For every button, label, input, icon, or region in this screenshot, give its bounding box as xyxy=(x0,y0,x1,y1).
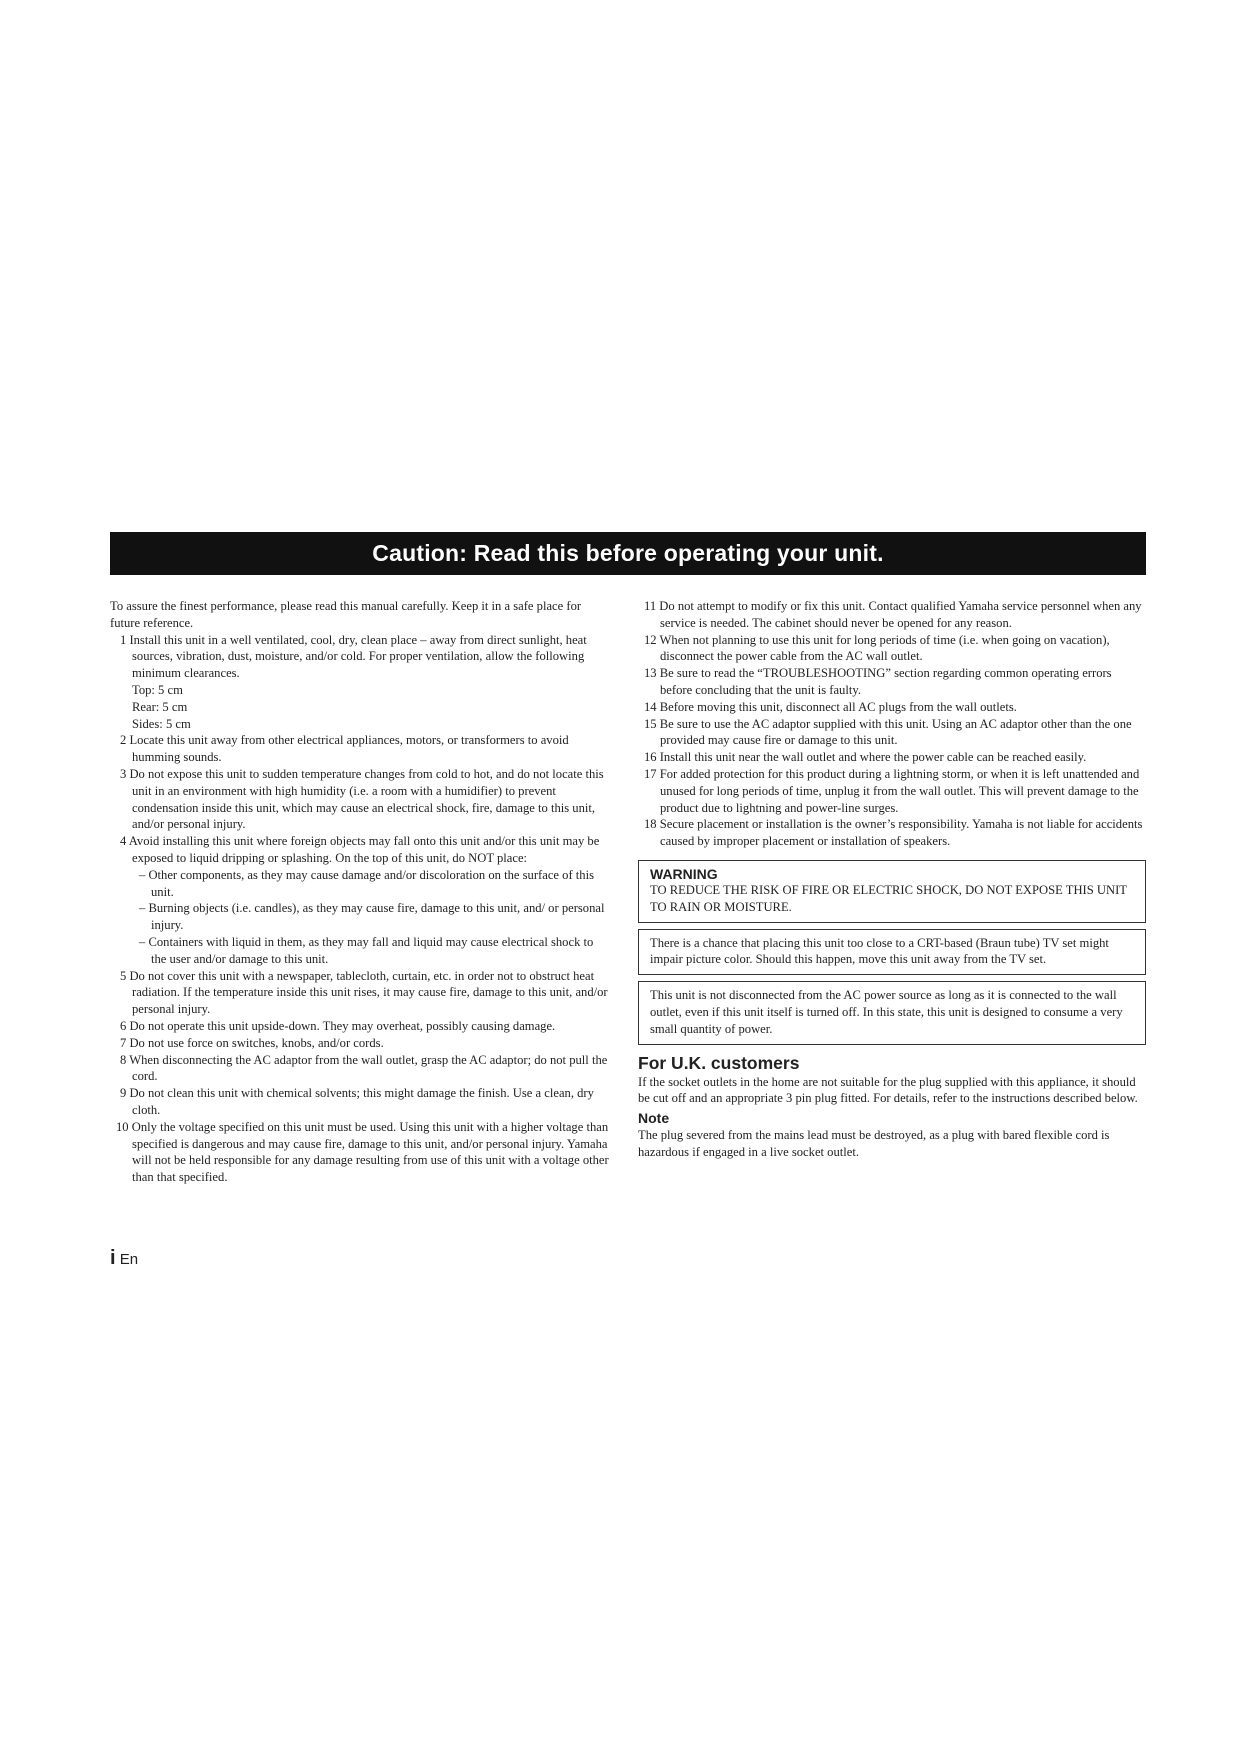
caution-item-4-dash-1: – Other components, as they may cause damage and/or discoloration on the surface of this unit. xyxy=(139,867,594,899)
caution-item-9: 9 Do not clean this unit with chemical solvents; this might damage the finish. Use a clean, dry cloth. xyxy=(120,1086,594,1117)
caution-item-10: 10 Only the voltage specified on this unit must be used. Using this unit with a higher voltage than specified is dangerous and may cause fire, damage to this unit, and/or personal injury. Yamaha will not be held responsible for any damage resulting from use of this unit with a voltage other than that specified. xyxy=(116,1119,609,1185)
caution-banner: Caution: Read this before operating your unit. xyxy=(110,532,1146,575)
crt-notice-box xyxy=(638,929,1146,976)
note-text: The plug severed from the mains lead must be destroyed, as a plug with bared flexible cord is hazardous if engaged in a live socket outlet. xyxy=(638,1128,1110,1159)
warning-title: WARNING xyxy=(650,865,718,882)
right-column xyxy=(638,598,1146,1161)
uk-customers-heading: For U.K. customers xyxy=(638,1052,800,1073)
caution-item-16: 16 Install this unit near the wall outlet and where the power cable can be reached easily. xyxy=(644,750,1087,765)
caution-item-15: 15 Be sure to use the AC adaptor supplied with this unit. Using an AC adaptor other than the one provided may cause fire or damage to this unit. xyxy=(644,716,1132,748)
page-footer xyxy=(110,1247,138,1270)
caution-item-7: 7 Do not use force on switches, knobs, and/or cords. xyxy=(120,1035,384,1050)
uk-customers-text: If the socket outlets in the home are not suitable for the plug supplied with this appliance, it should be cut off and an appropriate 3 pin plug fitted. For details, refer to the instructions described below. xyxy=(638,1074,1138,1106)
caution-item-13: 13 Be sure to read the “TROUBLESHOOTING” section regarding common operating errors before concluding that the unit is faulty. xyxy=(644,666,1112,697)
caution-item-8: 8 When disconnecting the AC adaptor from the wall outlet, grasp the AC adaptor; do not pull the cord. xyxy=(120,1052,608,1084)
power-notice-box xyxy=(638,981,1146,1044)
clearance-rear: Rear: 5 cm xyxy=(132,699,188,714)
clearance-sides: Sides: 5 cm xyxy=(132,716,191,731)
caution-item-6: 6 Do not operate this unit upside-down. They may overheat, possibly causing damage. xyxy=(120,1018,556,1033)
caution-item-4-dash-2: – Burning objects (i.e. candles), as they may cause fire, damage to this unit, and/ or personal injury. xyxy=(139,901,605,933)
caution-item-1: 1 Install this unit in a well ventilated, cool, dry, clean place – away from direct sunlight, heat sources, vibration, dust, moisture, and/or cold. For proper ventilation, allow the following minimum clearances. xyxy=(120,632,587,681)
caution-item-11: 11 Do not attempt to modify or fix this unit. Contact qualified Yamaha service personnel when any service is needed. The cabinet should never be opened for any reason. xyxy=(644,599,1142,630)
caution-item-5: 5 Do not cover this unit with a newspaper, tablecloth, curtain, etc. in order not to obstruct heat radiation. If the temperature inside this unit rises, it may cause fire, damage to this unit, and/or personal injury. xyxy=(120,968,608,1017)
language-code: En xyxy=(119,1251,139,1268)
page-number: i xyxy=(110,1247,116,1269)
caution-item-4: 4 Avoid installing this unit where foreign objects may fall onto this unit and/or this unit may be exposed to liquid dripping or splashing. On the top of this unit, do NOT place: xyxy=(120,834,600,865)
warning-text: TO REDUCE THE RISK OF FIRE OR ELECTRIC SHOCK, DO NOT EXPOSE THIS UNIT TO RAIN OR MOISTURE. xyxy=(650,882,1127,914)
intro-paragraph: To assure the finest performance, please read this manual carefully. Keep it in a safe place for future reference. xyxy=(110,599,582,630)
note-heading: Note xyxy=(638,1110,670,1127)
left-column xyxy=(110,598,610,1186)
caution-item-2: 2 Locate this unit away from other electrical appliances, motors, or transformers to avoid humming sounds. xyxy=(120,733,569,765)
caution-item-12: 12 When not planning to use this unit for long periods of time (i.e. when going on vacation), disconnect the power cable from the AC wall outlet. xyxy=(644,632,1110,664)
crt-notice-text: There is a chance that placing this unit too close to a CRT-based (Braun tube) TV set might impair picture color. Should this happen, move this unit away from the TV set. xyxy=(650,935,1109,967)
warning-box xyxy=(638,860,1146,923)
caution-item-18: 18 Secure placement or installation is the owner’s responsibility. Yamaha is not liable for accidents caused by improper placement or installation of speakers. xyxy=(644,817,1143,849)
caution-item-17: 17 For added protection for this product during a lightning storm, or when it is left unattended and unused for long periods of time, unplug it from the wall outlet. This will prevent damage to the product due to lightning and power-line surges. xyxy=(644,766,1140,815)
caution-item-4-dash-3: – Containers with liquid in them, as they may fall and liquid may cause electrical shock to the user and/or damage to this unit. xyxy=(139,934,594,966)
caution-item-3: 3 Do not expose this unit to sudden temperature changes from cold to hot, and do not locate this unit in an environment with high humidity (i.e. a room with a humidifier) to prevent condensation inside this unit, which may cause an electrical shock, fire, damage to this unit, and/or personal injury. xyxy=(120,766,604,832)
power-notice-text: This unit is not disconnected from the AC power source as long as it is connected to the wall outlet, even if this unit itself is turned off. In this state, this unit is designed to consume a very small quantity of power. xyxy=(650,988,1123,1036)
caution-item-14: 14 Before moving this unit, disconnect all AC plugs from the wall outlets. xyxy=(644,699,1017,714)
clearance-top: Top: 5 cm xyxy=(132,682,183,697)
